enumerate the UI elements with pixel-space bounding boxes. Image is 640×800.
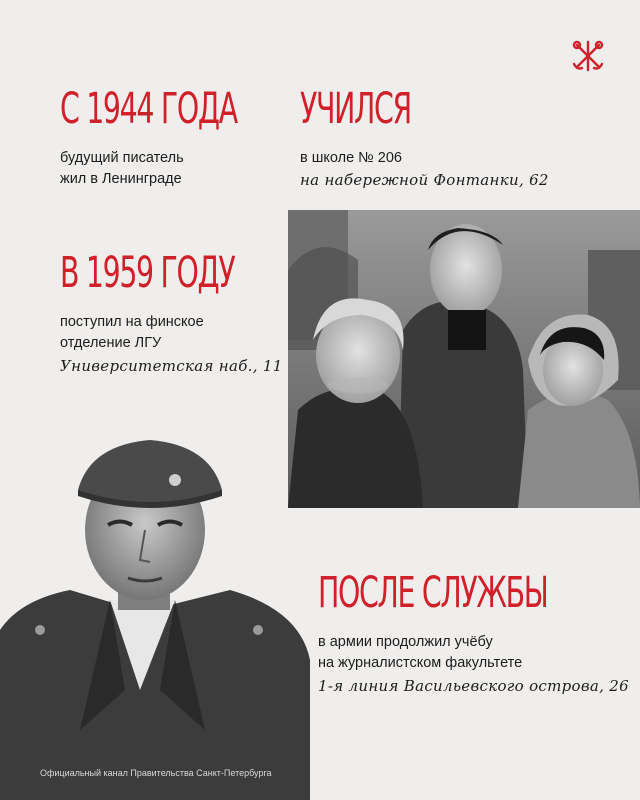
in-1959-line-1: поступил на финское xyxy=(60,314,204,330)
since-1944-line-2: жил в Ленинграде xyxy=(60,171,182,187)
since-1944-line-1: будущий писатель xyxy=(60,150,184,166)
footer-caption: Официальный канал Правительства Санкт-Петербурга xyxy=(40,768,272,778)
in-1959-line-2: отделение ЛГУ xyxy=(60,335,162,351)
in-1959-address: Университетская наб., 11 xyxy=(60,357,283,375)
in-1959-text xyxy=(60,312,204,354)
studied-line-1: в школе № 206 xyxy=(300,150,402,166)
heading-since-1944: С 1944 ГОДА xyxy=(60,84,237,134)
studied-text xyxy=(300,148,402,169)
soldier-portrait xyxy=(0,430,310,800)
after-service-text xyxy=(318,632,522,674)
after-service-address: 1-я линия Васильевского острова, 26 xyxy=(318,677,629,695)
since-1944-text xyxy=(60,148,184,190)
heading-after-service: ПОСЛЕ СЛУЖБЫ xyxy=(318,568,548,618)
studied-address: на набережной Фонтанки, 62 xyxy=(300,171,549,189)
heading-in-1959: В 1959 ГОДУ xyxy=(60,248,235,298)
after-service-line-1: в армии продолжил учёбу xyxy=(318,634,493,650)
group-photo xyxy=(288,210,640,508)
city-emblem-icon xyxy=(570,38,606,74)
heading-studied: УЧИЛСЯ xyxy=(300,84,411,134)
after-service-line-2: на журналистском факультете xyxy=(318,655,523,671)
